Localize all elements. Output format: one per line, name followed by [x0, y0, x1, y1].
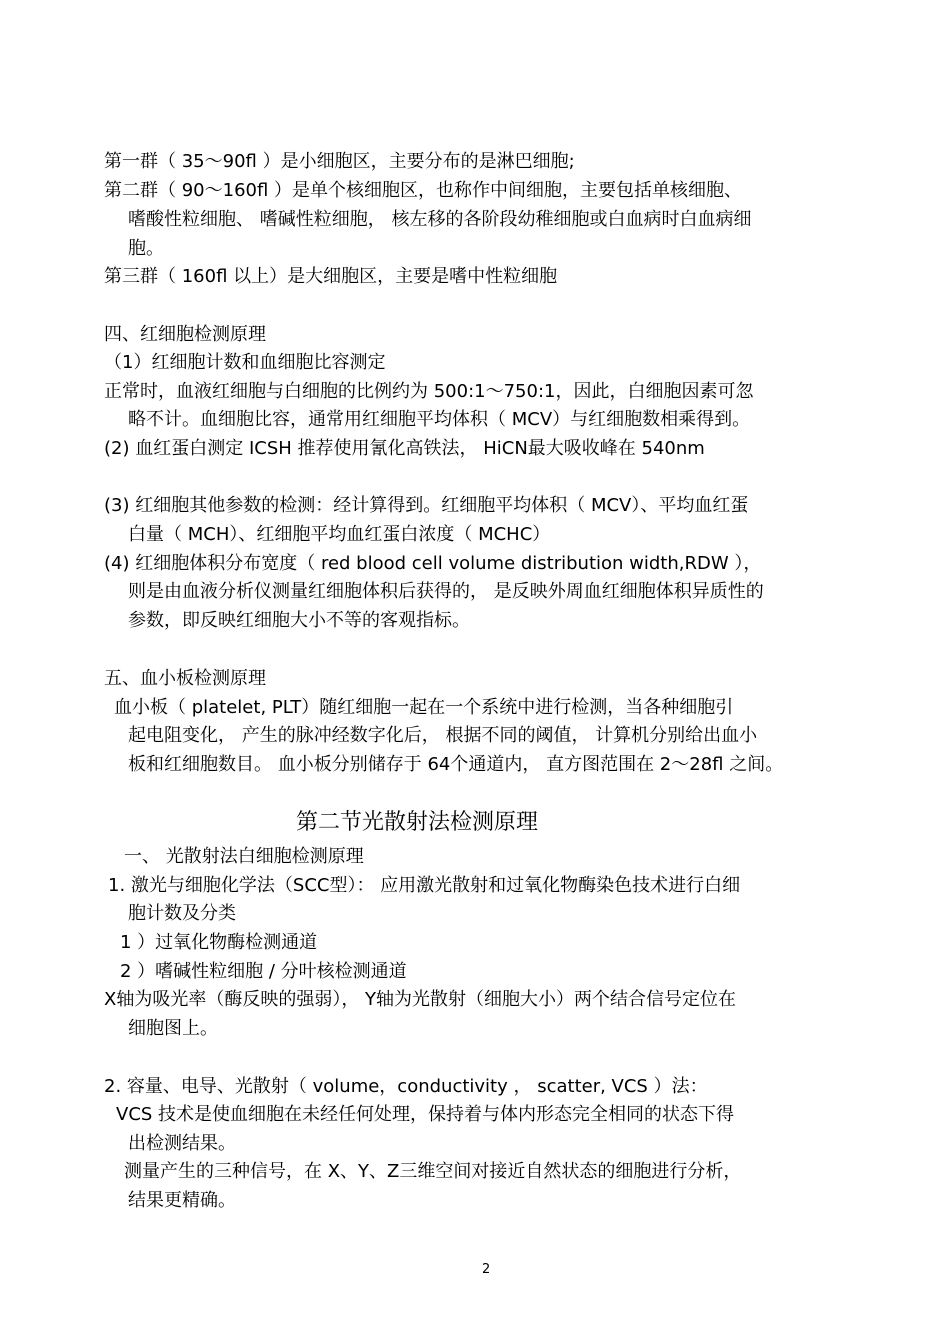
text-line: 血小板（ platelet, PLT）随红细胞一起在一个系统中进行检测，当各种细胞引 — [114, 697, 734, 718]
text-line: 嗜酸性粒细胞、 嗜碱性粒细胞， 核左移的各阶段幼稚细胞或白血病时白血病细 — [128, 209, 752, 230]
text-line: 第二群（ 90～160fl ）是单个核细胞区，也称作中间细胞，主要包括单核细胞、 — [104, 180, 743, 201]
text-line: 细胞图上。 — [128, 1018, 218, 1039]
text-line: 出检测结果。 — [128, 1133, 236, 1154]
text-line: 第三群（ 160fl 以上）是大细胞区，主要是嗜中性粒细胞 — [104, 266, 558, 287]
text-line: 结果更精确。 — [128, 1190, 236, 1211]
text-line: 胞计数及分类 — [128, 903, 236, 924]
text-line: VCS 技术是使血细胞在未经任何处理，保持着与体内形态完全相同的状态下得 — [116, 1104, 735, 1125]
text-line: 则是由血液分析仪测量红细胞体积后获得的， 是反映外周血红细胞体积异质性的 — [128, 581, 764, 602]
text-line: 起电阻变化， 产生的脉冲经数字化后， 根据不同的阈值， 计算机分别给出血小 — [128, 725, 758, 746]
text-line: 白量（ MCH）、红细胞平均血红蛋白浓度（ MCHC） — [128, 524, 551, 545]
text-line: (3) 红细胞其他参数的检测：经计算得到。红细胞平均体积（ MCV）、平均血红蛋 — [104, 495, 749, 516]
text-line: 第一群（ 35～90fl ）是小细胞区，主要分布的是淋巴细胞; — [104, 151, 575, 172]
text-line: 正常时，血液红细胞与白细胞的比例约为 500:1～750:1，因此，白细胞因素可忽 — [104, 381, 754, 402]
text-line: 参数，即反映红细胞大小不等的客观指标。 — [128, 610, 470, 631]
text-line: 略不计。血细胞比容，通常用红细胞平均体积（ MCV）与红细胞数相乘得到。 — [128, 409, 751, 430]
text-line: 1. 激光与细胞化学法（SCC型）： 应用激光散射和过氧化物酶染色技术进行白细 — [108, 875, 741, 896]
section-heading: 五、血小板检测原理 — [104, 668, 266, 689]
text-line: 胞。 — [128, 238, 164, 259]
list-item: 2 ）嗜碱性粒细胞 / 分叶核检测通道 — [120, 961, 407, 982]
text-line: 板和红细胞数目。 血小板分别储存于 64个通道内， 直方图范围在 2～28fl 之间。 — [128, 754, 784, 775]
page-number: 2 — [482, 1262, 491, 1277]
section-heading: 四、红细胞检测原理 — [104, 324, 266, 345]
text-line: (4) 红细胞体积分布宽度（ red blood cell volume distribution width,RDW ）， — [104, 553, 762, 574]
text-line: X轴为吸光率（酶反映的强弱）， Y轴为光散射（细胞大小）两个结合信号定位在 — [104, 989, 737, 1010]
text-line: (2) 血红蛋白测定 ICSH 推荐使用氰化高铁法， HiCN最大吸收峰在 540nm — [104, 438, 705, 459]
text-line: 测量产生的三种信号，在 X、Y、Z三维空间对接近自然状态的细胞进行分析， — [124, 1161, 742, 1182]
text-line: 2. 容量、电导、光散射（ volume，conductivity ， scatter, VCS ）法： — [104, 1076, 708, 1097]
section-heading: 一、 光散射法白细胞检测原理 — [124, 846, 364, 867]
list-item: 1 ）过氧化物酶检测通道 — [120, 932, 318, 953]
chapter-heading: 第二节光散射法检测原理 — [296, 810, 539, 835]
subsection-heading: （1）红细胞计数和血细胞比容测定 — [104, 352, 386, 373]
